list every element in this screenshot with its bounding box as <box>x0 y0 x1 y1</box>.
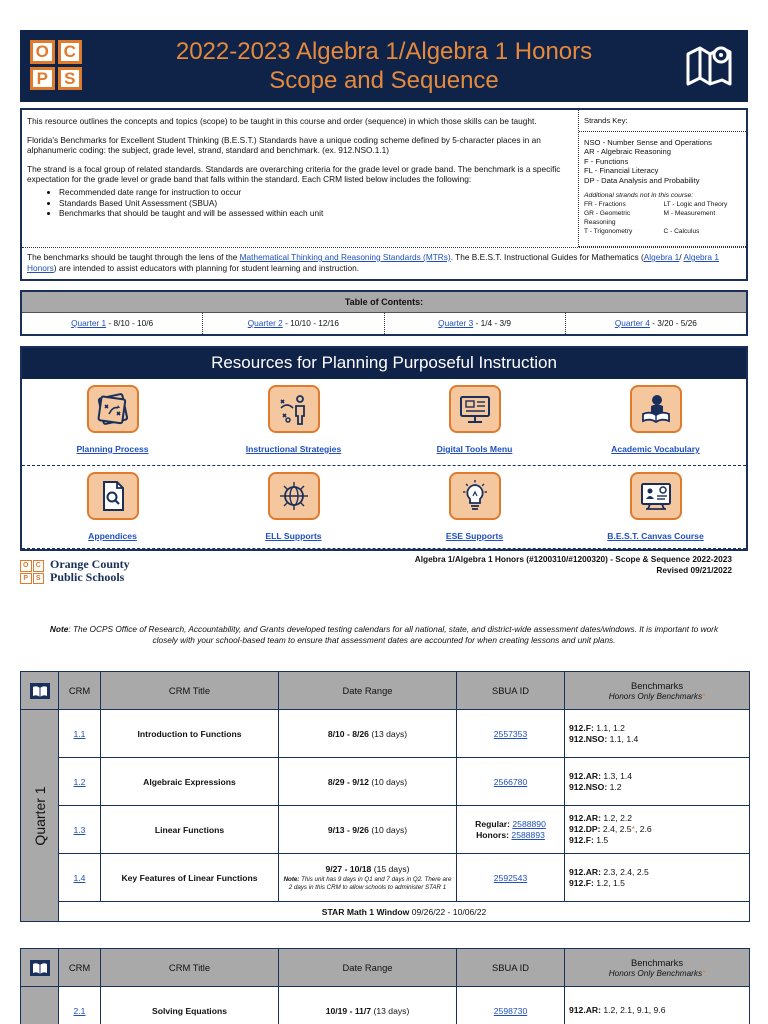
ocps-footer-logo: O C P S Orange County Public Schools <box>20 558 150 586</box>
map-icon <box>684 42 734 88</box>
instructional-strategies-link[interactable]: Instructional Strategies <box>245 444 342 454</box>
benchmarks: 912.AR: 1.2, 2.2 912.DP: 2.4, 2.5*, 2.6 912.F: 1.5 <box>565 806 750 854</box>
book-icon <box>29 682 51 700</box>
date-range: 10/19 - 11/7 (13 days) <box>279 987 457 1024</box>
crm-1-1-link[interactable]: 1.1 <box>73 728 86 739</box>
quarter-2-table <box>20 948 750 1024</box>
date-range: 9/27 - 10/18 (15 days) Note: This unit has 9 days in Q1 and 7 days in Q2. There are 2 days in this CRM to allow schools to administer STAR 1 <box>279 854 457 902</box>
benchmarks: 912.AR: 1.3, 1.4 912.NSO: 1.2 <box>565 758 750 806</box>
planning-process-link[interactable]: Planning Process <box>76 444 149 454</box>
digital-tools-menu-link[interactable]: Digital Tools Menu <box>436 444 513 454</box>
header-benchmarks: Benchmarks Honors Only Benchmarks* <box>565 672 750 710</box>
quarter-1-link[interactable]: Quarter 1 <box>71 318 107 328</box>
table-row <box>21 758 750 806</box>
table-header-row <box>21 949 750 987</box>
planning-icon <box>95 392 131 426</box>
header-crm: CRM <box>59 949 101 987</box>
header-sbua-id: SBUA ID <box>457 672 565 710</box>
globe-network-icon <box>276 479 312 513</box>
crm-title: Linear Functions <box>101 806 279 854</box>
header-benchmarks: Benchmarks Honors Only Benchmarks* <box>565 949 750 987</box>
crm-1-2-link[interactable]: 1.2 <box>73 776 86 787</box>
sbua-honors-link[interactable]: 2588893 <box>511 829 545 840</box>
table-header-row <box>21 672 750 710</box>
strands-key: Strands Key: NSO - Number Sense and Operations AR - Algebraic Reasoning F - Functions FL - Financial Literacy DP - Data Analysis and Probability Additional strands not in this course: FR - Fractions LT - Logic and Theory GR - Geometric Reasoning M - Measurement T - Trigonometry C - Calculus <box>578 110 748 247</box>
header-crm-title: CRM Title <box>101 949 279 987</box>
resource-digital-tools-menu[interactable] <box>384 379 565 463</box>
course-info: Algebra 1/Algebra 1 Honors (#1200310/#1200320) - Scope & Sequence 2022-2023 Revised 09/21/2022 <box>414 554 732 575</box>
quarter-2-link[interactable]: Quarter 2 <box>247 318 283 328</box>
resource-best-canvas-course[interactable] <box>565 466 746 550</box>
ocps-logo: O C P S <box>30 40 82 90</box>
resources-row-2 <box>22 466 746 550</box>
header-icon-cell <box>21 949 59 987</box>
crm-title: Algebraic Expressions <box>101 758 279 806</box>
star-window-row: STAR Math 1 Window 09/26/22 - 10/06/22 <box>21 902 750 922</box>
crm-title: Solving Equations <box>101 987 279 1024</box>
toc-quarter-3: Quarter 3 - 1/4 - 3/9 <box>385 313 566 334</box>
best-canvas-course-link[interactable]: B.E.S.T. Canvas Course <box>607 531 704 541</box>
header-icon-cell <box>21 672 59 710</box>
quarter-2-label <box>21 987 59 1024</box>
sbua-link[interactable]: 2598730 <box>493 1005 528 1016</box>
header-date-range: Date Range <box>279 672 457 710</box>
algebra1-guide-link[interactable]: Algebra 1 <box>643 252 680 262</box>
header-sbua-id: SBUA ID <box>457 949 565 987</box>
table-row <box>21 854 750 902</box>
intro-panel <box>20 108 748 281</box>
sbua-regular-link[interactable]: 2588890 <box>512 818 546 829</box>
resource-appendices[interactable] <box>22 466 203 550</box>
toc-title: Table of Contents: <box>22 292 746 313</box>
date-range: 9/13 - 9/26 (10 days) <box>279 806 457 854</box>
testing-note: Note: The OCPS Office of Research, Accountability, and Grants developed testing calendars for all national, state, and district-wide assessment dates/windows. It is important to work closely with your school-based team to ensure that assessment dates are accounted for when creating lessons and unit plans. <box>49 624 719 645</box>
header-date-range: Date Range <box>279 949 457 987</box>
lightbulb-icon <box>457 479 493 513</box>
additional-strands: FR - Fractions LT - Logic and Theory GR - Geometric Reasoning M - Measurement T - Trigonometry C - Calculus <box>584 201 728 236</box>
crm-title: Key Features of Linear Functions <box>101 854 279 902</box>
crm-1-3-link[interactable]: 1.3 <box>73 824 86 835</box>
reader-icon <box>638 392 674 426</box>
algebra1-honors-guide-link[interactable]: Algebra 1 Honors <box>27 252 719 273</box>
quarter-1-label: Quarter 1 <box>21 710 59 922</box>
header-crm: CRM <box>59 672 101 710</box>
toc-quarter-1: Quarter 1 - 8/10 - 10/6 <box>22 313 203 334</box>
benchmarks: 912.F: 1.1, 1.2 912.NSO: 1.1, 1.4 <box>565 710 750 758</box>
quarter-3-link[interactable]: Quarter 3 <box>438 318 474 328</box>
table-row <box>21 710 750 758</box>
quarter-4-link[interactable]: Quarter 4 <box>614 318 650 328</box>
document-search-icon <box>95 479 131 513</box>
resources-divider-bottom <box>22 548 746 549</box>
crm-title: Introduction to Functions <box>101 710 279 758</box>
resources-title: Resources for Planning Purposeful Instruction <box>22 348 746 379</box>
date-range: 8/10 - 8/26 (13 days) <box>279 710 457 758</box>
monitor-icon <box>457 392 493 426</box>
benchmarks: 912.AR: 2.3, 2.4, 2.5 912.F: 1.2, 1.5 <box>565 854 750 902</box>
sbua-ids: Regular: 2588890 Honors: 2588893 <box>457 806 565 854</box>
crm-1-4-link[interactable]: 1.4 <box>73 872 86 883</box>
resource-ell-supports[interactable] <box>203 466 384 550</box>
org-name: Orange County Public Schools <box>50 557 130 584</box>
table-row <box>21 806 750 854</box>
strategy-icon <box>276 392 312 426</box>
resources-panel <box>20 346 748 551</box>
resource-academic-vocabulary[interactable] <box>565 379 746 463</box>
appendices-link[interactable]: Appendices <box>88 531 137 541</box>
page-title: 2022-2023 Algebra 1/Algebra 1 Honors Scope and Sequence <box>175 38 593 94</box>
quarter-1-table <box>20 671 750 922</box>
mtr-link[interactable]: Mathematical Thinking and Reasoning Standards (MTRs) <box>239 252 451 262</box>
ese-supports-link[interactable]: ESE Supports <box>445 531 504 541</box>
divider <box>22 247 746 248</box>
benchmarks: 912.AR: 1.2, 2.1, 9.1, 9.6 <box>565 987 750 1024</box>
resource-instructional-strategies[interactable] <box>203 379 384 463</box>
header-crm-title: CRM Title <box>101 672 279 710</box>
online-course-icon <box>638 479 674 513</box>
sbua-link[interactable]: 2566780 <box>493 776 528 787</box>
mtr-text: The benchmarks should be taught through the lens of the Mathematical Thinking and Reasoning Standards (MTRs). The B.E.S.T. Instructional Guides for Mathematics (Algebra 1/ Algebra 1 Honors) are intended to assist educators with planning for student learning and instruction. <box>27 252 719 273</box>
crm-includes-list: • Recommended date range for instruction to occur • Standards Based Unit Assessment (SBUA) • Benchmarks that should be taught and will be assessed within each unit <box>59 187 575 219</box>
table-of-contents <box>20 290 748 336</box>
table-row <box>21 987 750 1024</box>
ell-supports-link[interactable]: ELL Supports <box>265 531 322 541</box>
resource-ese-supports[interactable] <box>384 466 565 550</box>
resource-planning-process[interactable] <box>22 379 203 463</box>
resources-row-1 <box>22 379 746 463</box>
crm-2-1-link[interactable]: 2.1 <box>73 1005 86 1016</box>
toc-row <box>22 313 746 334</box>
toc-quarter-2: Quarter 2 - 10/10 - 12/16 <box>203 313 384 334</box>
page-header <box>20 30 748 102</box>
sbua-link[interactable]: 2592543 <box>493 872 528 883</box>
intro-text: This resource outlines the concepts and topics (scope) to be taught in this course and order (sequence) in which those skills can be taught. Florida's Benchmarks for Excellent Student Thinking (B.E.S.T.) Standards have a unique coding scheme defined by 5-character places in an alphanumeric coding: the subject, grade level, strand, standard and benchmark. (ex. 912.NSO.1.1) The strand is a focal group of related standards. Standards are overarching criteria for the grade level or grade band. The benchmark is a specific expectation for the grade level or grade band that falls within the standard. Each CRM listed below includes the following: • Recommended date range for instruction to occur • Standards Based Unit Assessment (SBUA) • Benchmarks that should be taught and will be assessed within each unit <box>27 116 575 219</box>
toc-quarter-4: Quarter 4 - 3/20 - 5/26 <box>614 318 697 328</box>
sbua-link[interactable]: 2557353 <box>493 728 528 739</box>
date-range: 8/29 - 9/12 (10 days) <box>279 758 457 806</box>
book-icon <box>29 959 51 977</box>
academic-vocabulary-link[interactable]: Academic Vocabulary <box>611 444 700 454</box>
